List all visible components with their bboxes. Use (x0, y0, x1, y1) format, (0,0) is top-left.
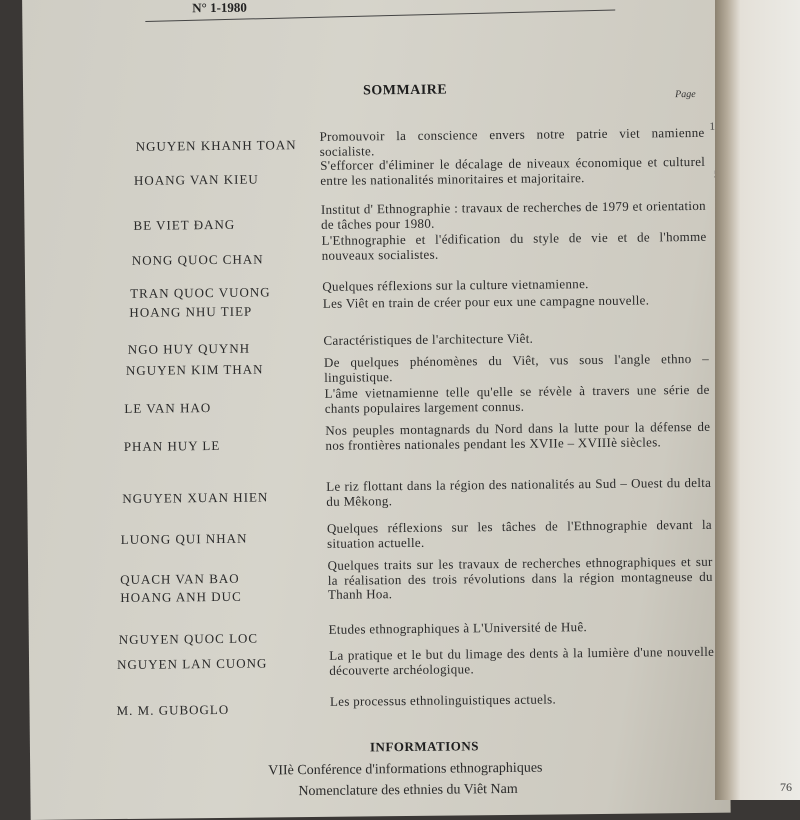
page-title: SOMMAIRE (362, 82, 448, 99)
entry-title: Caractéristiques de l'architecture Viêt. (323, 330, 534, 348)
entry-title: Institut d' Ethnographie : travaux de recherches de 1979 et orientation de tâches pour 1980. (320, 197, 706, 232)
entry-author: BE VIET ĐANG (133, 216, 236, 233)
entry-author: NGUYEN XUAN HIEN (122, 489, 269, 506)
entry-title: Quelques réflexions sur les tâches de l'Ethnographie devant la situation actuelle. (326, 516, 713, 551)
entry-title: Le riz flottant dans la région des nationalités au Sud – Ouest du delta du Mêkong. (326, 474, 712, 509)
entry-author: PHAN HUY LE (123, 437, 221, 454)
informations-heading: INFORMATIONS (369, 738, 480, 755)
entry-page-number: 1 (709, 120, 716, 133)
entry-title: S'efforcer d'éliminer le décalage de niveaux économique et culturel entre les nationalités minoritaires et majoritaire. (320, 153, 706, 188)
entry-title: La pratique et le but du limage des dents à la lumière d'une nouvelle découverte archéologique. (329, 643, 715, 678)
entry-author: HOANG VAN KIEU (133, 171, 259, 188)
entry-title: Nos peuples montagnards du Nord dans la lutte pour la défense de nos frontières nationales pendant les XVIIe – XVIIIè siècles. (325, 418, 711, 453)
entry-author: HOANG NHU TIEP (129, 303, 253, 320)
entry-author: NGUYEN KHANH TOAN (135, 137, 297, 154)
entry-title: Etudes ethnographiques à L'Université de Huê. (328, 619, 588, 637)
info-page-number: 76 (780, 780, 792, 794)
page-column-label: Page (675, 88, 696, 101)
entry-title: De quelques phénomènes du Viêt, vus sous l'angle ethno – linguistique. (323, 350, 710, 385)
entry-author: M. M. GUBOGLO (116, 701, 230, 719)
entry-title: Quelques réflexions sur la culture vietnamienne. (322, 276, 589, 294)
entry-author: LE VAN HAO (124, 400, 212, 416)
entry-author: NGO HUY QUYNH (127, 340, 251, 357)
info-item: Nomenclature des ethnies du Viêt Nam (298, 781, 518, 800)
entry-author: NGUYEN QUOC LOC (118, 630, 259, 648)
entry-author: NGUYEN KIM THAN (125, 361, 264, 378)
entry-title: Quelques traits sur les travaux de recherches ethnographiques et sur la réalisation des trois révolutions dans la région montagneuse du Thanh Hoa. (327, 553, 713, 602)
entry-author: NONG QUOC CHAN (131, 251, 264, 268)
entry-title: L'Ethnographie et l'édification du style de vie et de l'homme nouveaux socialistes. (321, 228, 707, 263)
entry-author: LUONG QUI NHAN (120, 530, 248, 547)
entry-author: TRAN QUOC VUONG (130, 284, 271, 301)
info-item: VIIè Conférence d'informations ethnographiques (268, 760, 543, 779)
document-page (22, 0, 731, 820)
entry-title: L'âme vietnamienne telle qu'elle se révèle à travers une série de chants populaires largement connus. (324, 381, 710, 416)
entry-author: HOANG ANH DUC (120, 588, 242, 606)
entry-title: Promouvoir la conscience envers notre patrie viet namienne socialiste. (319, 124, 705, 159)
adjacent-page-edge (715, 0, 800, 800)
issue-number: N° 1-1980 (192, 0, 247, 16)
entry-author: NGUYEN LAN CUONG (116, 655, 268, 673)
entry-title: Les Viêt en train de créer pour eux une campagne nouvelle. (322, 292, 650, 311)
entry-title: Les processus ethnolinguistiques actuels. (329, 691, 557, 709)
entry-author: QUACH VAN BAO (120, 570, 240, 588)
